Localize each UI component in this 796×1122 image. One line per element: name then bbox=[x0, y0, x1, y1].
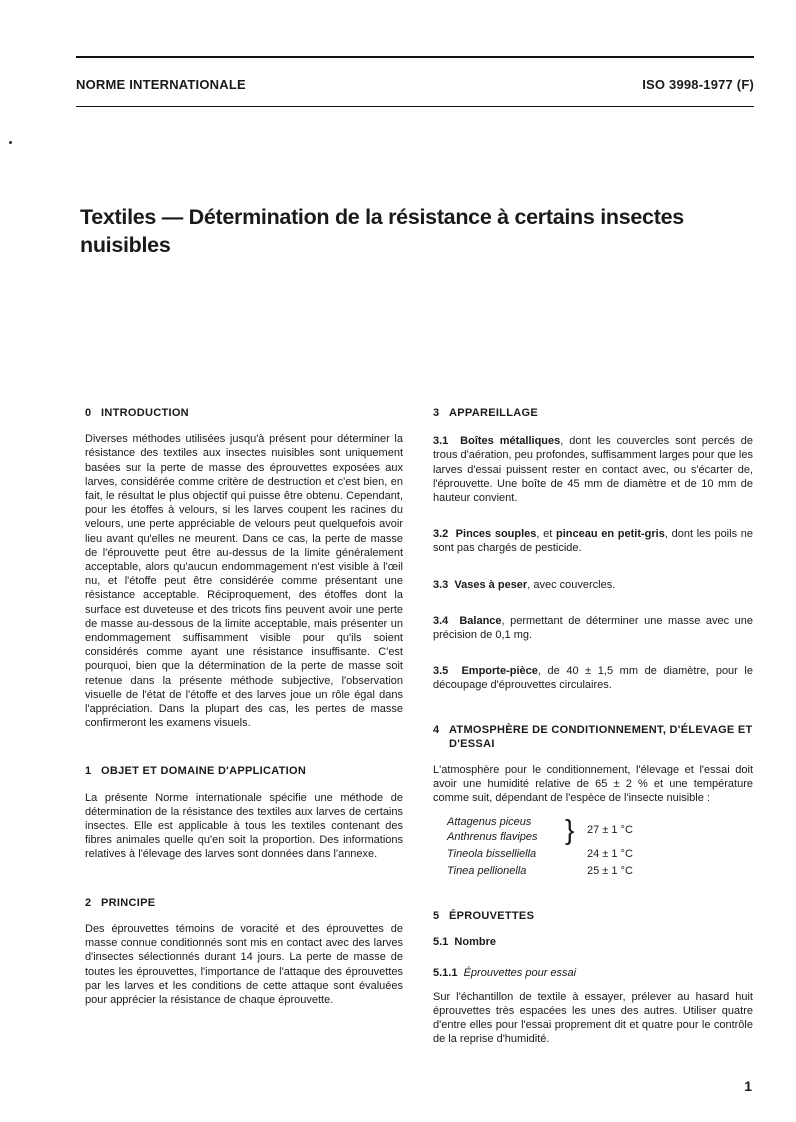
left-column bbox=[85, 406, 403, 1007]
right-column bbox=[433, 406, 753, 1047]
section-5-text: Sur l'échantillon de textile à essayer, prélever au hasard huit éprouvettes très espacées les unes des autres. Utiliser quatre d'entre elles pour l'essai proprement dit et quatre pour le contrôle de la reprise d'humidité. bbox=[433, 990, 753, 1046]
section-3-heading: 3 APPAREILLAGE bbox=[433, 407, 538, 419]
species-row: Tinea pellionella 25 ± 1 °C bbox=[447, 864, 633, 877]
header-rule bbox=[76, 106, 754, 107]
species-group: Attagenus piceus Anthrenus flavipes } 27 ± 1 °C bbox=[447, 814, 633, 846]
item-3-3: 3.3 Vases à peser, avec couvercles. bbox=[433, 578, 616, 591]
section-1-heading: 1 OBJET ET DOMAINE D'APPLICATION bbox=[85, 765, 307, 778]
section-4-text: L'atmosphère pour le conditionnement, l'élevage et l'essai doit avoir une humidité relative de 65 ± 2 % et une température comme suit, dépendant de l'espèce de l'insecte nuisible : bbox=[433, 763, 753, 805]
item-3-5: 3.5 Emporte-pièce, de 40 ± 1,5 mm de diamètre, pour le découpage d'éprouvettes circulaires. bbox=[433, 665, 753, 692]
page-number: 1 bbox=[744, 1078, 752, 1094]
section-4-heading: 4 ATMOSPHÈRE DE CONDITIONNEMENT, D'ÉLEVAGE ET D'ESSAI bbox=[433, 723, 753, 750]
section-2-heading: 2 PRINCIPE bbox=[85, 896, 156, 909]
margin-dot bbox=[9, 141, 12, 144]
section-0-text: Diverses méthodes utilisées jusqu'à présent pour déterminer la résistance des textiles aux insectes nuisibles sont uniquement basées sur la perte de masse des éprouvettes exposées aux larves, considérée comme critère de destruction et c'est bien, en fait, le résultat le plus objectif qui puisse être obtenu. Cependant, pour les étoffes à velours, si les larves coupent les racines du velours, une perte appréciable de velours peut quelquefois avoir lieu avant qu'elles ne meurent. Dans ce cas, la perte de masse de l'éprouvette peut être au-dessus de la limite généralement acceptable, alors qu'aucun endommagement n'est visible à l'œil nu, et l'étoffe peut être considérée comme présentant une résistance acceptable. Réciproquement, des étoffes dont la surface est duveteuse et des tricots fins peuvent avoir une perte de masse au-dessous de la limite acceptable, mais présenter un endommagement suffisamment visible pour qu'ils soient considérés comme ayant une résistance insuffisante. C'est pourquoi, bien que la détermination de la perte de masse soit retenue dans la présente méthode subjective, l'observation visuelle de l'état de l'étoffe et des larves joue un rôle égal dans l'appréciation. Dans la plupart des cas, les pertes de masse confirmeront les examens visuels. bbox=[85, 433, 403, 730]
species-table bbox=[447, 815, 753, 879]
section-0-heading: 0 INTRODUCTION bbox=[85, 407, 189, 419]
item-3-4: 3.4 Balance, permettant de déterminer une masse avec une précision de 0,1 mg. bbox=[433, 614, 753, 642]
item-3-2: 3.2 Pinces souples, et pinceau en petit-gris, dont les poils ne sont pas chargés de pesticide. bbox=[433, 528, 753, 555]
section-2-text: Des éprouvettes témoins de voracité et des éprouvettes de masse connue conditionnés sont mis en contact avec des larves d'insectes sélectionnés durant 14 jours. La perte de masse de toutes les éprouvettes, l'importance de l'attaque des éprouvettes par les larves et les conditions de cette attaque sont évaluées pour apprécier la résistance de chaque éprouvette. bbox=[85, 922, 403, 1006]
species-row: Tineola bisselliella 24 ± 1 °C bbox=[447, 847, 633, 860]
brace-symbol: } bbox=[565, 814, 575, 846]
section-1-text: La présente Norme internationale spécifie une méthode de détermination de la résistance des textiles aux larves de certains insectes. Elle est applicable à tous les textiles contenant des fibres animales quelle qu'en soit la proportion. Des informations relatives à l'élevage des larves sont données dans l'annexe. bbox=[85, 791, 403, 861]
item-3-1: 3.1 Boîtes métalliques, dont les couvercles sont percés de trous d'aération, peu profondes, suffisamment larges pour que les larves d'essai puissent rester en contact avec, ou s'écarter de, l'éprouvette. Une boîte de 45 mm de diamètre et de 10 mm de hauteur convient. bbox=[433, 435, 753, 505]
subsection-5-1-1: 5.1.1 Éprouvettes pour essai bbox=[433, 966, 577, 979]
subsection-5-1: 5.1 Nombre bbox=[433, 936, 496, 949]
header-left: NORME INTERNATIONALE bbox=[76, 77, 246, 92]
header-right: ISO 3998-1977 (F) bbox=[642, 77, 754, 92]
section-5-heading: 5 ÉPROUVETTES bbox=[433, 910, 535, 923]
document-title: Textiles — Détermination de la résistance à certains insectes nuisibles bbox=[80, 205, 684, 257]
top-rule bbox=[76, 56, 754, 58]
